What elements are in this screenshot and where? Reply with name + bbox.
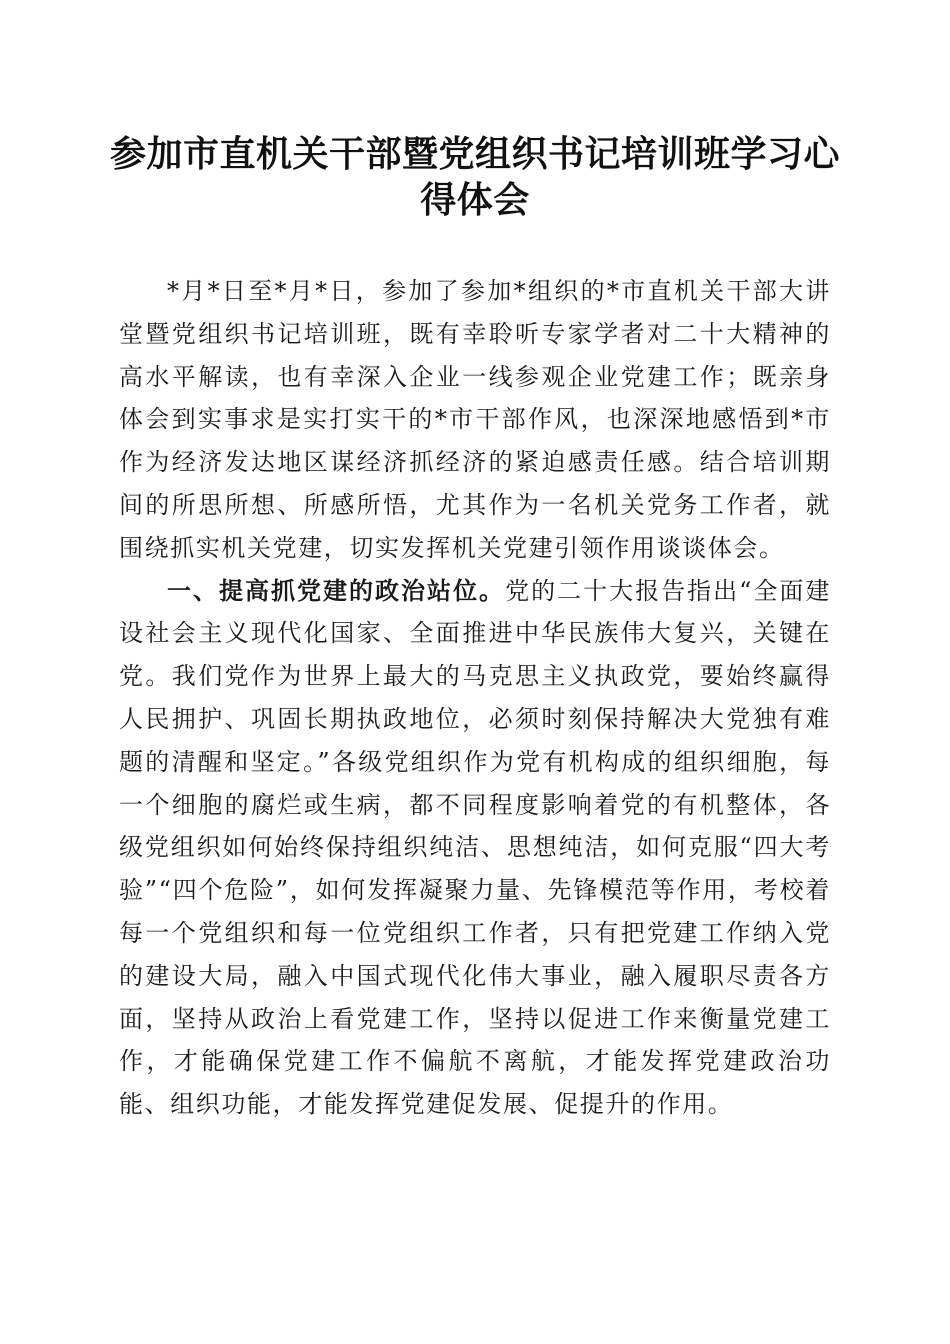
paragraph-intro-text: *月*日至*月*日，参加了参加*组织的*市直机关干部大讲堂暨党组织书记培训班，既有幸聆听专家学者对二十大精神的高水平解读，也有幸深入企业一线参观企业党建工作；既亲身体会到实事求是实打实干的*市干部作风，也深深地感悟到*市作为经济发达地区谋经济抓经济的紧迫感责任感。结合培训期间的所思所想、所感所悟，尤其作为一名机关党务工作者，就围绕抓实机关党建，切实发挥机关党建引领作用谈谈体会。: [119, 277, 831, 562]
document-title: 参加市直机关干部暨党组织书记培训班学习心得体会: [110, 134, 841, 221]
document-body: [119, 270, 831, 1126]
paragraph-intro: [119, 270, 831, 570]
paragraph-section-1: [119, 570, 831, 1126]
section-1-text: 党的二十大报告指出“全面建设社会主义现代化国家、全面推进中华民族伟大复兴，关键在党。我们党作为世界上最大的马克思主义执政党，要始终赢得人民拥护、巩固长期执政地位，必须时刻保持解决大党独有难题的清醒和坚定。”各级党组织作为党有机构成的组织细胞，每一个细胞的腐烂或生病，都不同程度影响着党的有机整体，各级党组织如何始终保持组织纯洁、思想纯洁，如何克服“四大考验”“四个危险”，如何发挥凝聚力量、先锋模范等作用，考校着每一个党组织和每一位党组织工作者，只有把党建工作纳入党的建设大局，融入中国式现代化伟大事业，融入履职尽责各方面，坚持从政治上看党建工作，坚持以促进工作来衡量党建工作，才能确保党建工作不偏航不离航，才能发挥党建政治功能、组织功能，才能发挥党建促发展、促提升的作用。: [119, 576, 831, 1119]
section-1-heading: 一、提高抓党建的政治站位。: [167, 576, 506, 605]
